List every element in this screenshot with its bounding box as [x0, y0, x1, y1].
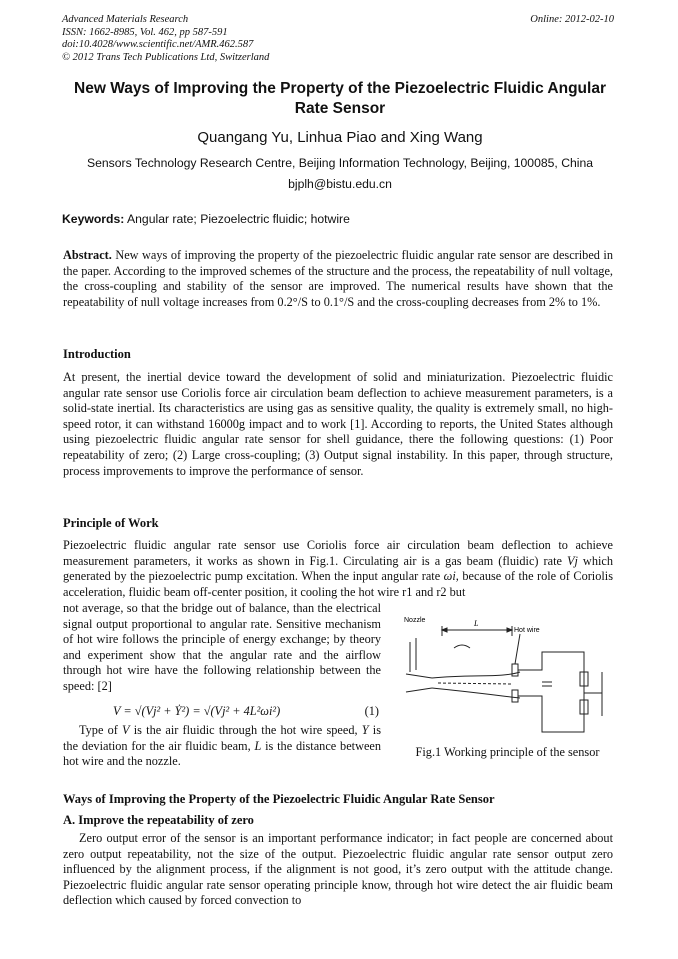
variable-definitions: [63, 723, 381, 770]
bridge-wires: [518, 652, 584, 732]
abstract-text: New ways of improving the property of the piezoelectric fluidic angular rate sensor are described in the paper. According to the improved schemes of the structure and the process, the repeatability of null voltage, the cross-coupling and stability of the sensor are improved. The numerical results have shown that the repeatability of null voltage increases from 0.2°/S to 0.1°/S and the cross-coupling decreases from 2% to 1%.: [63, 248, 613, 309]
journal-doi: doi:10.4028/www.scientific.net/AMR.462.587: [62, 39, 254, 50]
figure-nozzle-label: Nozzle: [404, 617, 426, 624]
rotation-arrow: [454, 645, 470, 648]
beam-centerline: [438, 683, 512, 684]
introduction-text: At present, the inertial device toward the development of solid and miniaturization. Piezoelectric fluidic angular rate sensor use Coriolis force air circulation beam deflection to achieve measurement parameters, is a solid-state inertial. Its characteristics are using gas as sensitive quality, the quality is extremely small, no high-speed rotor, it can withstand 16000g impact and to work [1]. According to reports, the United States although using piezoelectric fluidic angular rate sensor for shell guidance, there the following questions: (1) Poor repeatability of zero; (2) Large cross-coupling; (3) Output signal instability. In this paper, through structure, process improvements to improve the performance of sensor.: [63, 370, 613, 478]
abstract: [63, 248, 613, 310]
zero-text: Zero output error of the sensor is an important performance indicator; in fact people are concerned about zero output repeatability, not the size of the output. Piezoelectric fluidic angular rate sensor output zero influenced by the alignment process, if the alignment is not good, it’s zero output with the attitude change. Piezoelectric fluidic angular rate sensor operating principle know, through hot wire detect the air fluidic beam deflection which caused by forced convection to: [63, 831, 613, 908]
hotwire-leader: [515, 634, 520, 664]
beam-upper: [432, 672, 520, 678]
type-text-d: is the distance between hot wire and the nozzle.: [63, 738, 382, 769]
online-date: Online: 2012-02-10: [530, 14, 614, 25]
figure-1-diagram: [402, 612, 612, 740]
principle-text-a: Piezoelectric fluidic angular rate sensor use Coriolis force air circulation beam deflection to achieve measurement parameters, it works as shown in Fig.1. Circulating air is a gas beam (fluidic) rate: [63, 538, 613, 568]
output-lead: [584, 672, 602, 716]
figure-l-label: L: [474, 619, 479, 628]
type-text-b: is the air fluidic through the hot wire speed,: [129, 723, 362, 737]
journal-issn: ISSN: 1662-8985, Vol. 462, pp 587-591: [62, 26, 228, 38]
keywords-text: Angular rate; Piezoelectric fluidic; hotwire: [124, 212, 350, 226]
hot-wire-r2: [512, 690, 518, 702]
zero-repeatability-text: [63, 831, 613, 909]
principle-text-b: which generated by the piezoelectric pump excitation. When the input angular rate: [63, 553, 613, 584]
keywords: [62, 212, 350, 226]
abstract-label: Abstract.: [63, 248, 112, 262]
paper-title: New Ways of Improving the Property of the Piezoelectric Fluidic Angular Rate Sensor: [74, 80, 606, 117]
figure-hotwire-label: Hot wire: [514, 627, 540, 634]
type-text-c: is the deviation for the air fluidic beam,: [63, 723, 381, 753]
figure-1-caption: Fig.1 Working principle of the sensor: [415, 745, 600, 759]
journal-copyright: © 2012 Trans Tech Publications Ltd, Switzerland: [62, 51, 270, 63]
type-text-a: Type of: [79, 723, 123, 737]
keywords-label: Keywords:: [62, 212, 125, 226]
nozzle-walls: [410, 638, 416, 672]
bridge-source: [542, 682, 552, 686]
ways-heading: Ways of Improving the Property of the Piezoelectric Fluidic Angular Rate Sensor: [63, 792, 495, 806]
principle-text-left: not average, so that the bridge out of balance, than the electrical signal output proportional to angular rate. Sensitive mechanism of hot wire follows the principle of energy exchange; by theory and experiment show that the angular rate and the airflow through hot wire have the following relationship between the speed: [2]: [63, 601, 381, 693]
paper-affiliation: Sensors Technology Research Centre, Beijing Information Technology, Beijing, 100085, China: [86, 156, 594, 170]
var-v: V: [122, 723, 130, 737]
principle-text-c: because of the role of Coriolis acceleration, fluidic beam off-center position, it cooling the hot wire r1 and r2 but: [63, 569, 613, 599]
paper-email: bjplh@bistu.edu.cn: [288, 177, 392, 191]
beam-lower: [432, 688, 520, 698]
introduction-heading: Introduction: [63, 347, 131, 361]
principle-text: [63, 538, 613, 600]
jet-outline: [406, 674, 432, 692]
principle-heading: Principle of Work: [63, 516, 159, 530]
subsection-heading: A. Improve the repeatability of zero: [63, 813, 254, 827]
symbol-vj: Vj: [566, 553, 578, 568]
equation-body: V = √(Vj² + Ẏ²) = √(Vj² + 4L²ωi²): [113, 704, 281, 718]
equation-number: (1): [364, 704, 379, 718]
var-l: L: [254, 738, 262, 753]
paper-authors: Quangang Yu, Linhua Piao and Xing Wang: [197, 129, 483, 146]
symbol-omega: ωi,: [443, 569, 459, 584]
journal-name: Advanced Materials Research: [62, 14, 189, 25]
var-y: Y: [361, 723, 369, 737]
journal-header: [62, 14, 269, 64]
